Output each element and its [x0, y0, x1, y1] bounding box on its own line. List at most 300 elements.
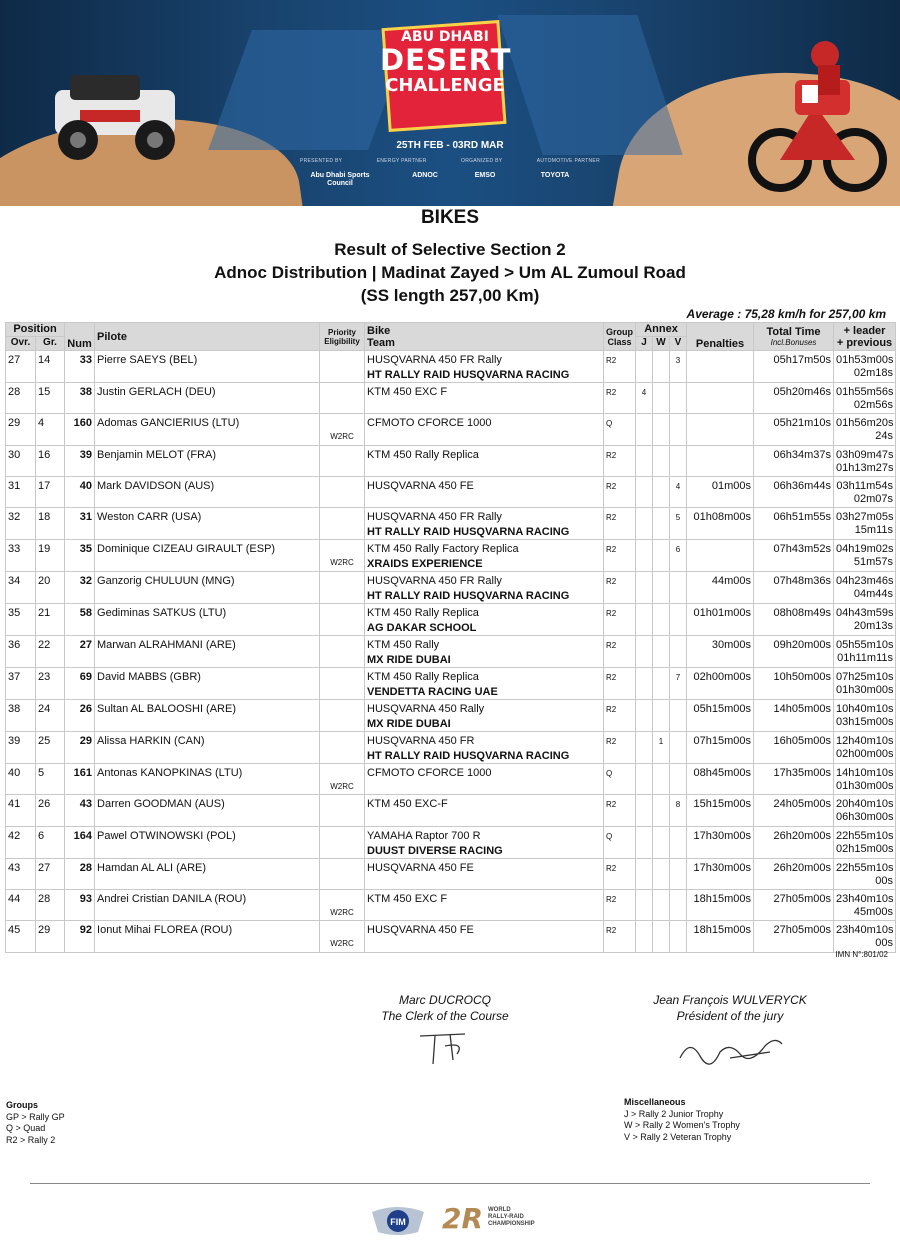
- penalties-cell: 01h01m00s: [687, 604, 754, 636]
- ovr-cell: 43: [6, 858, 36, 889]
- total-time-cell: 06h51m55s: [754, 508, 834, 540]
- gr-cell: 29: [36, 921, 65, 952]
- gap-leader: 03h11m54s: [836, 479, 894, 492]
- annex-j-cell: 4: [636, 383, 653, 414]
- partner-adnoc: ADNOC: [412, 172, 438, 179]
- partner-sports-council: Abu Dhabi Sports Council: [310, 172, 370, 187]
- table-row: [6, 540, 896, 572]
- partner-labels: PRESENTED BY ENERGY PARTNER ORGANIZED BY AUTOMOTIVE PARTNER: [300, 158, 600, 164]
- priority-cell: [320, 668, 365, 700]
- gap-cell: [834, 540, 896, 572]
- penalties-cell: [687, 383, 754, 414]
- table-row: [6, 604, 896, 636]
- total-time-cell: 08h08m49s: [754, 604, 834, 636]
- bike-team-cell: [365, 414, 604, 445]
- ovr-cell: 39: [6, 732, 36, 764]
- bike-model: HUSQVARNA 450 FE: [367, 924, 474, 937]
- priority-label: W2RC: [330, 558, 354, 568]
- penalties-cell: 18h15m00s: [687, 921, 754, 952]
- pilote-cell: Marwan ALRAHMANI (ARE): [95, 636, 320, 668]
- col-penalties: Penalties: [687, 323, 754, 351]
- ovr-cell: 35: [6, 604, 36, 636]
- gr-cell: 27: [36, 858, 65, 889]
- gap-previous: 45m00s: [853, 906, 894, 919]
- pilote-cell: Gediminas SATKUS (LTU): [95, 604, 320, 636]
- gap-previous: 02m18s: [853, 367, 894, 379]
- svg-text:FIM: FIM: [390, 1217, 406, 1227]
- num-cell: 58: [65, 604, 95, 636]
- priority-label: W2RC: [330, 939, 354, 949]
- gap-previous: 01h30m00s: [836, 780, 894, 793]
- col-v: V: [670, 337, 687, 351]
- gap-leader: 10h40m10s: [836, 703, 894, 716]
- annex-w-cell: [653, 795, 670, 826]
- gap-leader: 01h53m00s: [836, 354, 894, 366]
- annex-j-cell: [636, 921, 653, 952]
- annex-j-cell: [636, 732, 653, 764]
- gap-previous: 01h11m11s: [837, 652, 894, 665]
- gr-cell: 23: [36, 668, 65, 700]
- col-w: W: [653, 337, 670, 351]
- annex-j-cell: [636, 890, 653, 921]
- pilote-cell: Mark DAVIDSON (AUS): [95, 476, 320, 507]
- event-logo: ABU DHABI DESERT CHALLENGE: [380, 29, 512, 96]
- ovr-cell: 27: [6, 351, 36, 383]
- pilote-cell: Pierre SAEYS (BEL): [95, 351, 320, 383]
- bike-team-cell: [365, 508, 604, 540]
- annex-v-cell: [670, 572, 687, 604]
- priority-cell: [320, 636, 365, 668]
- gap-cell: [834, 921, 896, 952]
- num-cell: 35: [65, 540, 95, 572]
- total-time-cell: 10h50m00s: [754, 668, 834, 700]
- table-row: [6, 795, 896, 826]
- class-cell: R2: [604, 700, 636, 732]
- num-cell: 93: [65, 890, 95, 921]
- ovr-cell: 28: [6, 383, 36, 414]
- gap-previous: 02m56s: [853, 399, 894, 411]
- annex-v-cell: 6: [670, 540, 687, 572]
- priority-label: W2RC: [330, 432, 354, 442]
- gap-cell: [834, 445, 896, 476]
- table-row: [6, 414, 896, 445]
- rally-car-illustration: [40, 60, 190, 170]
- bike-model: KTM 450 Rally: [367, 639, 440, 652]
- gap-leader: 23h40m10s: [836, 893, 894, 906]
- table-row: [6, 508, 896, 540]
- bike-model: HUSQVARNA 450 FR: [367, 735, 475, 748]
- penalties-cell: [687, 445, 754, 476]
- groups-legend: Groups GP > Rally GP Q > Quad R2 > Rally 2: [6, 1100, 65, 1145]
- ovr-cell: 34: [6, 572, 36, 604]
- total-time-cell: 09h20m00s: [754, 636, 834, 668]
- total-time-cell: 05h21m10s: [754, 414, 834, 445]
- num-cell: 27: [65, 636, 95, 668]
- num-cell: 161: [65, 764, 95, 795]
- total-time-cell: 07h43m52s: [754, 540, 834, 572]
- annex-v-cell: 5: [670, 508, 687, 540]
- class-cell: R2: [604, 921, 636, 952]
- annex-v-cell: [670, 921, 687, 952]
- bike-model: HUSQVARNA 450 FR Rally: [367, 354, 502, 366]
- col-ovr: Ovr.: [6, 337, 36, 351]
- ovr-cell: 31: [6, 476, 36, 507]
- col-j: J: [636, 337, 653, 351]
- bike-team-cell: [365, 445, 604, 476]
- jury-name: Jean François WULVERYCK: [653, 993, 807, 1007]
- num-cell: 43: [65, 795, 95, 826]
- gap-cell: [834, 414, 896, 445]
- gap-previous: 04m44s: [853, 588, 894, 601]
- num-cell: 28: [65, 858, 95, 889]
- team-name: MX RIDE DUBAI: [367, 654, 451, 667]
- gap-previous: 00s: [875, 874, 894, 887]
- gr-cell: 4: [36, 414, 65, 445]
- bike-model: CFMOTO CFORCE 1000: [367, 417, 492, 430]
- annex-w-cell: [653, 890, 670, 921]
- class-cell: R2: [604, 732, 636, 764]
- priority-cell: [320, 414, 365, 445]
- priority-cell: [320, 890, 365, 921]
- pilote-cell: Alissa HARKIN (CAN): [95, 732, 320, 764]
- bike-team-cell: [365, 476, 604, 507]
- priority-cell: [320, 700, 365, 732]
- average-speed: Average : 75,28 km/h for 257,00 km: [686, 307, 886, 321]
- annex-w-cell: [653, 764, 670, 795]
- col-pilote: Pilote: [95, 323, 320, 351]
- bike-team-cell: [365, 604, 604, 636]
- gap-previous: 51m57s: [853, 556, 894, 569]
- gap-leader: 07h25m10s: [836, 671, 894, 684]
- penalties-cell: 05h15m00s: [687, 700, 754, 732]
- gap-leader: 04h23m46s: [836, 575, 894, 588]
- annex-j-cell: [636, 858, 653, 889]
- gap-leader: 04h19m02s: [836, 543, 894, 556]
- annex-w-cell: [653, 921, 670, 952]
- annex-v-cell: [670, 445, 687, 476]
- col-total-time: Total Time Incl.Bonuses: [754, 323, 834, 351]
- class-cell: Q: [604, 414, 636, 445]
- gap-previous: 01h30m00s: [836, 684, 894, 697]
- ovr-cell: 45: [6, 921, 36, 952]
- penalties-cell: 15h15m00s: [687, 795, 754, 826]
- col-num: Num: [65, 323, 95, 351]
- num-cell: 40: [65, 476, 95, 507]
- fim-logo: [368, 1202, 428, 1238]
- annex-w-cell: [653, 414, 670, 445]
- bike-model: KTM 450 EXC-F: [367, 798, 448, 811]
- pilote-cell: Benjamin MELOT (FRA): [95, 445, 320, 476]
- annex-j-cell: [636, 445, 653, 476]
- gap-previous: 02h00m00s: [836, 748, 894, 761]
- gap-leader: 01h56m20s: [836, 417, 894, 430]
- annex-v-cell: [670, 383, 687, 414]
- gap-cell: [834, 795, 896, 826]
- event-dates: 25TH FEB - 03RD MAR: [396, 140, 504, 151]
- gap-cell: [834, 668, 896, 700]
- total-time-cell: 06h36m44s: [754, 476, 834, 507]
- num-cell: 29: [65, 732, 95, 764]
- gap-leader: 03h09m47s: [836, 448, 894, 461]
- priority-label: W2RC: [330, 908, 354, 918]
- gr-cell: 28: [36, 890, 65, 921]
- priority-cell: [320, 858, 365, 889]
- pilote-cell: Hamdan AL ALI (ARE): [95, 858, 320, 889]
- priority-cell: [320, 508, 365, 540]
- gap-cell: [834, 732, 896, 764]
- gr-cell: 5: [36, 764, 65, 795]
- penalties-cell: 17h30m00s: [687, 858, 754, 889]
- gap-cell: [834, 764, 896, 795]
- ovr-cell: 44: [6, 890, 36, 921]
- annex-w-cell: [653, 858, 670, 889]
- bike-model: KTM 450 Rally Replica: [367, 671, 479, 684]
- pilote-cell: Justin GERLACH (DEU): [95, 383, 320, 414]
- class-cell: R2: [604, 508, 636, 540]
- gap-cell: [834, 636, 896, 668]
- annex-v-cell: [670, 700, 687, 732]
- col-leader-previous: + leader + previous: [834, 323, 896, 351]
- total-time-cell: 05h20m46s: [754, 383, 834, 414]
- penalties-cell: 07h15m00s: [687, 732, 754, 764]
- gap-leader: 22h55m10s: [836, 829, 894, 842]
- priority-cell: [320, 572, 365, 604]
- gap-leader: 05h55m10s: [836, 639, 894, 652]
- gr-cell: 21: [36, 604, 65, 636]
- penalties-cell: [687, 540, 754, 572]
- num-cell: 33: [65, 351, 95, 383]
- penalties-cell: 02h00m00s: [687, 668, 754, 700]
- gr-cell: 26: [36, 795, 65, 826]
- penalties-cell: [687, 414, 754, 445]
- table-row: [6, 476, 896, 507]
- annex-v-cell: 8: [670, 795, 687, 826]
- col-bike-team: Bike Team: [365, 323, 604, 351]
- clerk-name: Marc DUCROCQ: [399, 993, 491, 1007]
- annex-w-cell: [653, 604, 670, 636]
- team-name: HT RALLY RAID HUSQVARNA RACING: [367, 526, 570, 539]
- pilote-cell: Antonas KANOPKINAS (LTU): [95, 764, 320, 795]
- total-time-cell: 27h05m00s: [754, 890, 834, 921]
- col-group-class: Group Class: [604, 323, 636, 351]
- bike-team-cell: [365, 921, 604, 952]
- class-cell: R2: [604, 383, 636, 414]
- annex-j-cell: [636, 764, 653, 795]
- team-name: HT RALLY RAID HUSQVARNA RACING: [367, 750, 570, 763]
- gap-leader: 14h10m10s: [836, 767, 894, 780]
- num-cell: 26: [65, 700, 95, 732]
- bike-model: CFMOTO CFORCE 1000: [367, 767, 492, 780]
- num-cell: 32: [65, 572, 95, 604]
- ovr-cell: 30: [6, 445, 36, 476]
- class-cell: R2: [604, 540, 636, 572]
- annex-v-cell: [670, 604, 687, 636]
- table-row: [6, 858, 896, 889]
- ovr-cell: 41: [6, 795, 36, 826]
- gap-cell: [834, 351, 896, 383]
- annex-v-cell: 7: [670, 668, 687, 700]
- pilote-cell: Ganzorig CHULUUN (MNG): [95, 572, 320, 604]
- pilote-cell: David MABBS (GBR): [95, 668, 320, 700]
- gap-leader: 03h27m05s: [836, 511, 894, 524]
- annex-j-cell: [636, 795, 653, 826]
- table-row: [6, 383, 896, 414]
- total-time-cell: 06h34m37s: [754, 445, 834, 476]
- bike-model: KTM 450 Rally Replica: [367, 607, 479, 620]
- gr-cell: 25: [36, 732, 65, 764]
- total-time-cell: 14h05m00s: [754, 700, 834, 732]
- penalties-cell: 01m00s: [687, 476, 754, 507]
- pilote-cell: Weston CARR (USA): [95, 508, 320, 540]
- gr-cell: 24: [36, 700, 65, 732]
- total-time-cell: 26h20m00s: [754, 826, 834, 858]
- ovr-cell: 38: [6, 700, 36, 732]
- gr-cell: 20: [36, 572, 65, 604]
- clerk-signature-icon: [405, 1028, 485, 1068]
- priority-cell: [320, 476, 365, 507]
- priority-cell: [320, 383, 365, 414]
- bike-model: HUSQVARNA 450 FE: [367, 861, 474, 874]
- class-cell: R2: [604, 572, 636, 604]
- ovr-cell: 40: [6, 764, 36, 795]
- annex-w-cell: [653, 700, 670, 732]
- team-name: HT RALLY RAID HUSQVARNA RACING: [367, 369, 570, 381]
- bike-model: HUSQVARNA 450 Rally: [367, 703, 485, 716]
- gap-leader: 12h40m10s: [836, 735, 894, 748]
- gap-previous: 02h15m00s: [836, 842, 894, 855]
- total-time-cell: 27h05m00s: [754, 921, 834, 952]
- gap-cell: [834, 700, 896, 732]
- team-name: XRAIDS EXPERIENCE: [367, 558, 483, 571]
- table-row: [6, 445, 896, 476]
- ovr-cell: 33: [6, 540, 36, 572]
- results-body: [6, 351, 896, 953]
- priority-cell: [320, 921, 365, 952]
- col-position: Position: [6, 323, 65, 337]
- gap-cell: [834, 476, 896, 507]
- pilote-cell: Dominique CIZEAU GIRAULT (ESP): [95, 540, 320, 572]
- num-cell: 160: [65, 414, 95, 445]
- imn-number: IMN N°:801/02: [835, 950, 888, 959]
- num-cell: 39: [65, 445, 95, 476]
- partner-emso: EMSO: [474, 172, 496, 179]
- route-title: Adnoc Distribution | Madinat Zayed > Um AL Zumoul Road: [214, 263, 686, 282]
- gap-cell: [834, 858, 896, 889]
- total-time-cell: 07h48m36s: [754, 572, 834, 604]
- gap-cell: [834, 508, 896, 540]
- result-title: Result of Selective Section 2: [334, 240, 566, 259]
- penalties-cell: 08h45m00s: [687, 764, 754, 795]
- pilote-cell: Sultan AL BALOOSHI (ARE): [95, 700, 320, 732]
- class-cell: R2: [604, 890, 636, 921]
- num-cell: 92: [65, 921, 95, 952]
- gr-cell: 15: [36, 383, 65, 414]
- table-row: [6, 572, 896, 604]
- bike-team-cell: [365, 795, 604, 826]
- gap-previous: 06h30m00s: [836, 811, 894, 824]
- class-cell: R2: [604, 445, 636, 476]
- class-cell: Q: [604, 764, 636, 795]
- penalties-cell: 01h08m00s: [687, 508, 754, 540]
- bike-team-cell: [365, 572, 604, 604]
- col-gr: Gr.: [36, 337, 65, 351]
- bike-model: HUSQVARNA 450 FE: [367, 479, 474, 492]
- bike-team-cell: [365, 890, 604, 921]
- annex-v-cell: [670, 858, 687, 889]
- table-row: [6, 921, 896, 952]
- gap-cell: [834, 604, 896, 636]
- annex-w-cell: [653, 476, 670, 507]
- ovr-cell: 29: [6, 414, 36, 445]
- annex-w-cell: [653, 636, 670, 668]
- bike-model: HUSQVARNA 450 FR Rally: [367, 575, 502, 588]
- annex-w-cell: [653, 668, 670, 700]
- annex-w-cell: [653, 540, 670, 572]
- class-cell: R2: [604, 636, 636, 668]
- bike-model: HUSQVARNA 450 FR Rally: [367, 511, 502, 524]
- class-cell: R2: [604, 668, 636, 700]
- gap-cell: [834, 383, 896, 414]
- gap-previous: 03h15m00s: [836, 716, 894, 729]
- class-cell: R2: [604, 351, 636, 383]
- rally-bike-illustration: [740, 20, 890, 205]
- annex-j-cell: [636, 476, 653, 507]
- annex-j-cell: [636, 604, 653, 636]
- ovr-cell: 36: [6, 636, 36, 668]
- penalties-cell: 30m00s: [687, 636, 754, 668]
- gap-previous: 24s: [875, 430, 894, 443]
- gr-cell: 18: [36, 508, 65, 540]
- ovr-cell: 37: [6, 668, 36, 700]
- class-cell: Q: [604, 826, 636, 858]
- total-time-cell: 26h20m00s: [754, 858, 834, 889]
- class-cell: R2: [604, 795, 636, 826]
- annex-j-cell: [636, 414, 653, 445]
- class-cell: R2: [604, 476, 636, 507]
- bike-team-cell: [365, 540, 604, 572]
- num-cell: 31: [65, 508, 95, 540]
- gr-cell: 14: [36, 351, 65, 383]
- gr-cell: 6: [36, 826, 65, 858]
- gr-cell: 19: [36, 540, 65, 572]
- total-time-cell: 24h05m00s: [754, 795, 834, 826]
- bike-team-cell: [365, 858, 604, 889]
- jury-signature-block: [630, 992, 830, 1068]
- annex-j-cell: [636, 700, 653, 732]
- bike-model: KTM 450 Rally Replica: [367, 448, 479, 461]
- gr-cell: 16: [36, 445, 65, 476]
- priority-cell: [320, 732, 365, 764]
- col-annex: Annex: [636, 323, 687, 337]
- gap-leader: 20h40m10s: [836, 798, 894, 811]
- bike-team-cell: [365, 668, 604, 700]
- event-banner: [0, 0, 900, 206]
- annex-v-cell: [670, 732, 687, 764]
- annex-j-cell: [636, 572, 653, 604]
- col-priority: Priority Eligibility: [320, 323, 365, 351]
- class-cell: R2: [604, 604, 636, 636]
- gap-previous: 00s: [875, 937, 894, 950]
- priority-cell: [320, 795, 365, 826]
- annex-w-cell: [653, 383, 670, 414]
- total-time-cell: 16h05m00s: [754, 732, 834, 764]
- misc-legend: Miscellaneous J > Rally 2 Junior Trophy W > Rally 2 Women's Trophy V > Rally 2 Veteran Trophy: [624, 1097, 740, 1142]
- bike-team-cell: [365, 383, 604, 414]
- gap-cell: [834, 572, 896, 604]
- clerk-signature-block: [360, 992, 530, 1068]
- footer: [0, 1180, 900, 1248]
- gap-leader: 04h43m59s: [836, 607, 894, 620]
